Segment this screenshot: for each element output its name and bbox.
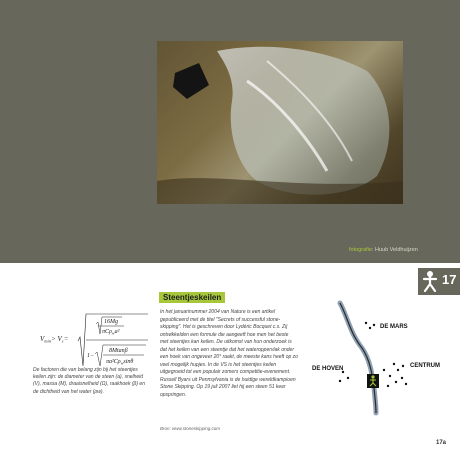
footer-page-number: 17a <box>436 440 447 446</box>
formula-inner-den-sub: w <box>120 360 124 366</box>
formula-den-sub: w <box>111 330 115 336</box>
location-map <box>310 298 440 418</box>
map-label-mars: DE MARS <box>380 324 408 330</box>
stone-splash-photo <box>157 41 403 204</box>
formula-inner-den-tail: sinθ <box>123 359 134 365</box>
svg-text:πa²Cρwsinθ <box>106 359 133 366</box>
formula-den-tail: a² <box>114 329 120 335</box>
map-label-hoven: DE HOVEN <box>312 366 344 372</box>
page-number: 17 <box>442 272 457 287</box>
svg-text:Vmin> Vc= <box>40 335 69 344</box>
stone-skipping-formula <box>40 310 150 370</box>
formula-one-minus: 1− <box>87 353 95 359</box>
photo-credit-name: Huub Veldhuijzen <box>375 247 418 253</box>
formula-eq: = <box>63 335 69 343</box>
page-number-box <box>418 268 460 295</box>
formula-den: πCρ <box>102 329 112 335</box>
formula-lhs2-sub: c <box>61 338 64 344</box>
section-heading: Steentjeskeilen <box>159 292 225 303</box>
formula-gt: > V <box>51 335 62 343</box>
formula-inner-den: πa²Cρ <box>106 359 121 365</box>
skipping-figure-icon <box>421 270 439 292</box>
formula-lhs: V <box>40 335 45 343</box>
source-line: Bron: www.stoneskipping.com <box>160 426 221 431</box>
river-path <box>340 303 376 413</box>
article-paragraph: In het januarinummer 2004 van Nature is een artikel gepubliceerd met de titel "Secrets of successful stone-skipping". Het is geschreven door Lydéric Bocquet c.s. Zij ontwikkelden een formule die aangeeft hoe men het beste met steentjes kan keilen. De uitkomst van hun onderzoek is dat het keilen van een steentje dat het wateroppervlak onder een hoek van ongeveer 20° raakt, de meeste kans heeft op zo veel mogelijk hupjes. In de VS is het steentjes keilen uitgegroeid tot een populair zomers competitie-evenement. Russell Byars uit Pennsylvania is de huidige wereldkampioen Stone Skipping. Op 19 juli 2007 liet hij een steen 51 keer opspringen. <box>160 309 298 398</box>
formula-num: 16Mg <box>104 319 118 325</box>
photo-credit-label: fotografie <box>349 247 372 253</box>
formula-lhs-sub: min <box>44 338 52 344</box>
svg-text:πCρwa² <box>102 329 120 336</box>
formula-inner-num: 8Mtanβ <box>109 348 128 354</box>
factors-paragraph: De factoren die van belang zijn bij het steentjes keilen zijn: de diameter van de steen (a), snelheid (V), massa (M), draaisnelheid (Ω), raakhoek (β) en de dichtheid van het water (ρw). <box>33 367 145 395</box>
photo-credit: fotografie: Huub Veldhuijzen <box>349 247 418 253</box>
map-label-centrum: CENTRUM <box>410 363 440 369</box>
